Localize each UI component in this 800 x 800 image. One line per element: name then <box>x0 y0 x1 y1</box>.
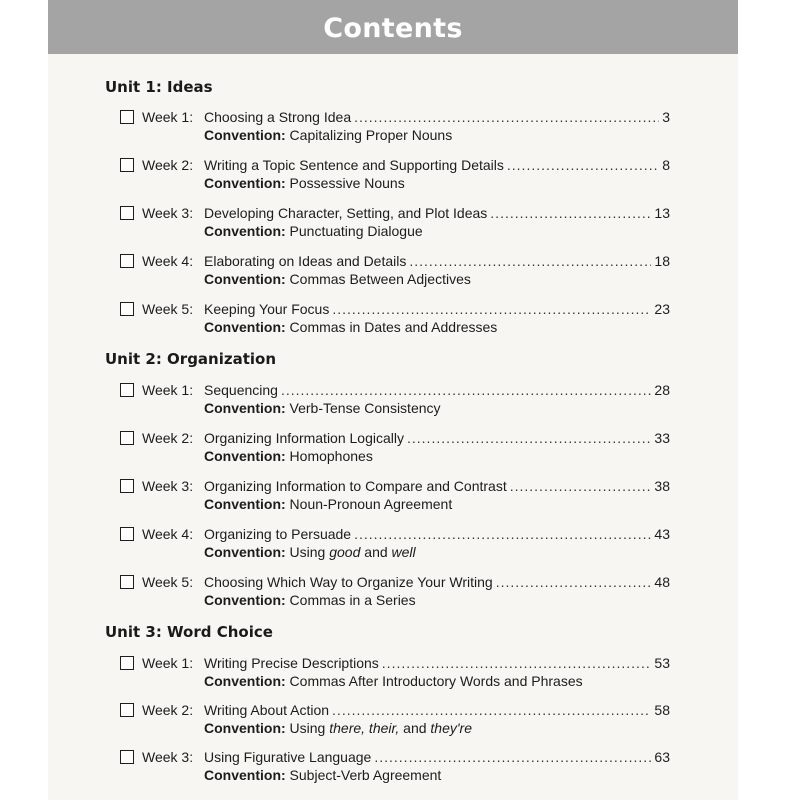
entry-title-line <box>204 430 670 446</box>
week-label: Week 2: <box>142 702 194 718</box>
convention-line <box>204 448 373 464</box>
entry-title-line <box>204 109 670 125</box>
entry-title: Organizing to Persuade <box>204 526 352 542</box>
checkbox[interactable] <box>120 158 134 172</box>
entry-title: Sequencing <box>204 382 278 398</box>
entry-title-line <box>204 749 670 765</box>
convention-label: Convention: <box>204 496 286 512</box>
page-title: Contents <box>323 12 463 44</box>
dot-leader <box>382 655 652 671</box>
convention-text: Commas Between Adjectives <box>289 271 471 287</box>
dot-leader <box>354 526 651 542</box>
unit-title: Unit 3: Word Choice <box>105 623 273 641</box>
convention-label: Convention: <box>204 592 286 608</box>
toc-entry <box>120 382 672 422</box>
convention-line <box>204 271 471 287</box>
week-label: Week 5: <box>142 301 194 317</box>
entry-title-line <box>204 253 670 269</box>
checkbox[interactable] <box>120 479 134 493</box>
convention-text: Subject-Verb Agreement <box>289 767 442 783</box>
checkbox[interactable] <box>120 750 134 764</box>
entry-title-line <box>204 301 670 317</box>
convention-label: Convention: <box>204 319 286 335</box>
checkbox[interactable] <box>120 703 134 717</box>
unit-title: Unit 1: Ideas <box>105 78 213 96</box>
dot-leader <box>332 702 651 718</box>
page-number: 53 <box>654 655 670 671</box>
toc-entry <box>120 655 672 695</box>
page <box>48 0 738 800</box>
week-label: Week 2: <box>142 430 194 446</box>
toc-entry <box>120 157 672 197</box>
convention-text: Commas in a Series <box>289 592 416 608</box>
convention-label: Convention: <box>204 767 286 783</box>
week-label: Week 4: <box>142 253 194 269</box>
entry-title: Choosing Which Way to Organize Your Writing <box>204 574 493 590</box>
page-number: 28 <box>654 382 670 398</box>
dot-leader <box>490 205 651 221</box>
entry-title-line <box>204 655 670 671</box>
entry-title-line <box>204 574 670 590</box>
convention-text: Homophones <box>289 448 373 464</box>
convention-text: Possessive Nouns <box>289 175 405 191</box>
week-label: Week 1: <box>142 655 194 671</box>
checkbox[interactable] <box>120 575 134 589</box>
convention-line <box>204 127 452 143</box>
entry-title-line <box>204 157 670 173</box>
entry-title-line <box>204 382 670 398</box>
toc-entry <box>120 430 672 470</box>
toc-entry <box>120 253 672 293</box>
toc-entry <box>120 574 672 614</box>
page-number: 13 <box>654 205 670 221</box>
convention-label: Convention: <box>204 400 286 416</box>
week-label: Week 2: <box>142 157 194 173</box>
dot-leader <box>407 430 651 446</box>
convention-line <box>204 720 472 736</box>
week-label: Week 3: <box>142 749 194 765</box>
week-label: Week 4: <box>142 526 194 542</box>
convention-line <box>204 400 441 416</box>
page-number: 8 <box>662 157 670 173</box>
page-number: 23 <box>654 301 670 317</box>
convention-text: Using <box>289 720 330 736</box>
dot-leader <box>281 382 651 398</box>
convention-emphasis: they're <box>430 720 473 736</box>
convention-line <box>204 175 405 191</box>
entry-title: Organizing Information to Compare and Contrast <box>204 478 507 494</box>
week-label: Week 5: <box>142 574 194 590</box>
contents-banner <box>48 0 738 54</box>
checkbox[interactable] <box>120 254 134 268</box>
entry-title: Writing About Action <box>204 702 330 718</box>
convention-label: Convention: <box>204 720 286 736</box>
convention-text: Verb-Tense Consistency <box>289 400 441 416</box>
convention-line <box>204 319 497 335</box>
entry-title: Choosing a Strong Idea <box>204 109 352 125</box>
entry-title-line <box>204 526 670 542</box>
convention-text: Commas After Introductory Words and Phrases <box>289 673 583 689</box>
dot-leader <box>510 478 652 494</box>
convention-text: and <box>399 720 431 736</box>
convention-text: Punctuating Dialogue <box>289 223 423 239</box>
entry-title: Writing Precise Descriptions <box>204 655 379 671</box>
entry-title: Keeping Your Focus <box>204 301 330 317</box>
week-label: Week 1: <box>142 382 194 398</box>
entry-title: Organizing Information Logically <box>204 430 404 446</box>
convention-line <box>204 544 416 560</box>
unit-title: Unit 2: Organization <box>105 350 277 368</box>
toc-entry <box>120 702 672 742</box>
checkbox[interactable] <box>120 527 134 541</box>
page-number: 63 <box>654 749 670 765</box>
checkbox[interactable] <box>120 110 134 124</box>
entry-title: Developing Character, Setting, and Plot Ideas <box>204 205 488 221</box>
toc-entry <box>120 109 672 149</box>
convention-label: Convention: <box>204 673 286 689</box>
convention-text: Noun-Pronoun Agreement <box>289 496 453 512</box>
dot-leader <box>409 253 651 269</box>
dot-leader <box>507 157 659 173</box>
convention-text: Capitalizing Proper Nouns <box>289 127 453 143</box>
toc-entry <box>120 749 672 789</box>
convention-emphasis: good <box>329 544 361 560</box>
entry-title: Elaborating on Ideas and Details <box>204 253 407 269</box>
checkbox[interactable] <box>120 302 134 316</box>
convention-text: Commas in Dates and Addresses <box>289 319 498 335</box>
entry-title-line <box>204 478 670 494</box>
toc-entry <box>120 205 672 245</box>
convention-emphasis: there, their, <box>329 720 400 736</box>
convention-text: Using <box>289 544 330 560</box>
page-number: 38 <box>654 478 670 494</box>
convention-label: Convention: <box>204 271 286 287</box>
page-number: 43 <box>654 526 670 542</box>
convention-label: Convention: <box>204 127 286 143</box>
page-number: 48 <box>654 574 670 590</box>
week-label: Week 1: <box>142 109 194 125</box>
convention-label: Convention: <box>204 223 286 239</box>
page-number: 33 <box>654 430 670 446</box>
checkbox[interactable] <box>120 431 134 445</box>
convention-line <box>204 767 441 783</box>
checkbox[interactable] <box>120 656 134 670</box>
convention-text: and <box>360 544 392 560</box>
page-number: 3 <box>662 109 670 125</box>
dot-leader <box>496 574 652 590</box>
entry-title-line <box>204 205 670 221</box>
entry-title: Writing a Topic Sentence and Supporting Details <box>204 157 504 173</box>
convention-line <box>204 673 583 689</box>
convention-label: Convention: <box>204 544 286 560</box>
week-label: Week 3: <box>142 205 194 221</box>
convention-line <box>204 223 423 239</box>
dot-leader <box>354 109 659 125</box>
toc-entry <box>120 526 672 566</box>
entry-title: Using Figurative Language <box>204 749 372 765</box>
convention-label: Convention: <box>204 175 286 191</box>
checkbox[interactable] <box>120 206 134 220</box>
convention-line <box>204 592 416 608</box>
convention-emphasis: well <box>391 544 416 560</box>
dot-leader <box>332 301 651 317</box>
toc-entry <box>120 301 672 341</box>
convention-line <box>204 496 452 512</box>
checkbox[interactable] <box>120 383 134 397</box>
page-number: 18 <box>654 253 670 269</box>
page-number: 58 <box>654 702 670 718</box>
week-label: Week 3: <box>142 478 194 494</box>
toc-entry <box>120 478 672 518</box>
convention-label: Convention: <box>204 448 286 464</box>
entry-title-line <box>204 702 670 718</box>
dot-leader <box>374 749 651 765</box>
